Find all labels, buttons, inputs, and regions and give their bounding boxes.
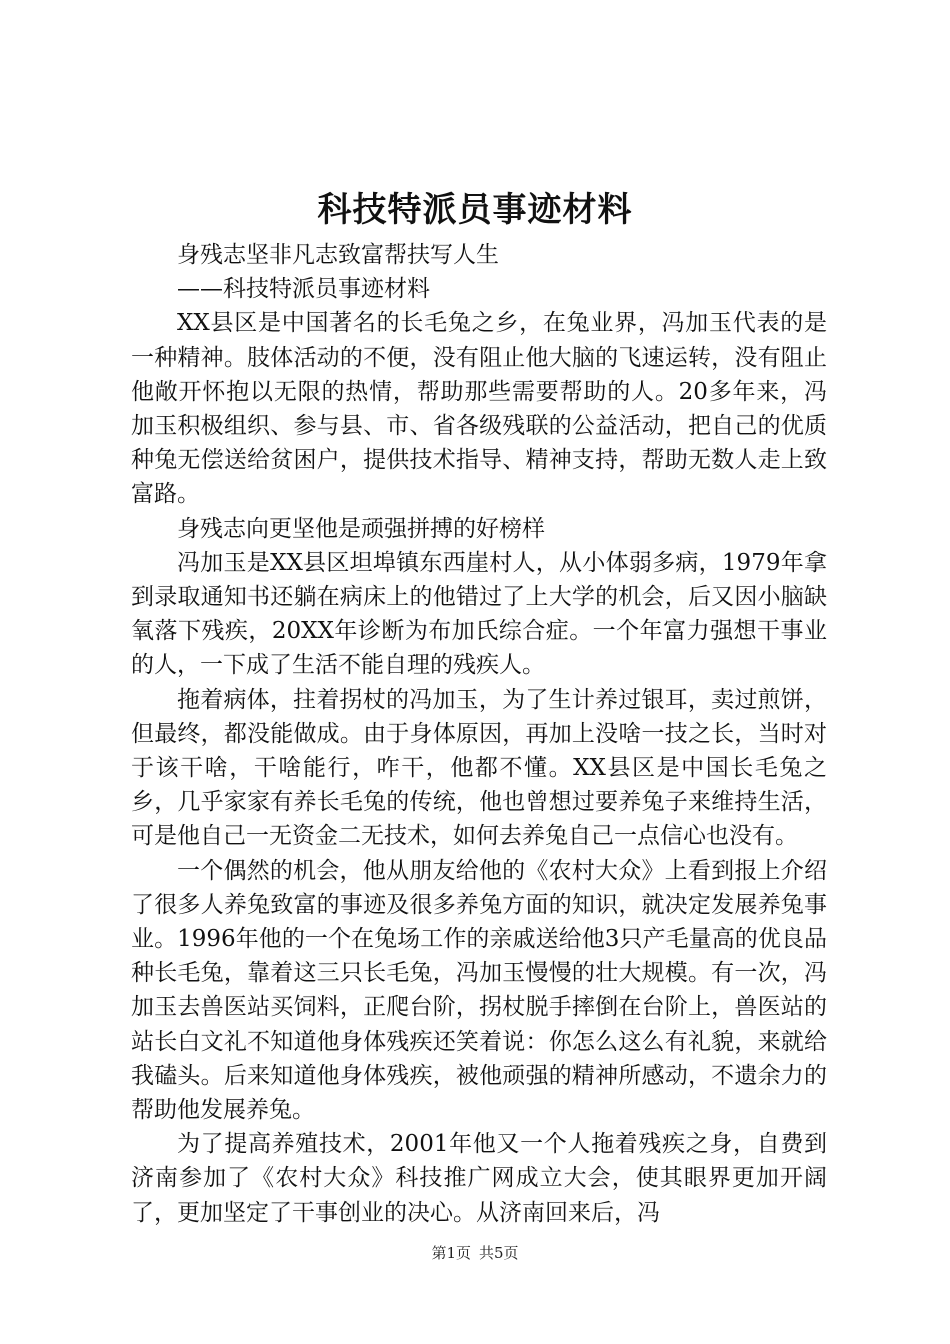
page-footer <box>0 1243 950 1263</box>
paragraph: 冯加玉是XX县区坦埠镇东西崖村人，从小体弱多病，1979年拿到录取通知书还躺在病床上的他错过了上大学的机会，后又因小脑缺氧落下残疾，20XX年诊断为布加氏综合症。一个年富力强想干事业的人，一下成了生活不能自理的残疾人。 <box>131 549 827 679</box>
paragraph: 一个偶然的机会，他从朋友给他的《农村大众》上看到报上介绍了很多人养兔致富的事迹及很多养兔方面的知识，就决定发展养兔事业。1996年他的一个在兔场工作的亲戚送给他3只产毛量高的优良品种长毛兔，靠着这三只长毛兔，冯加玉慢慢的壮大规模。有一次，冯加玉去兽医站买饲料，正爬台阶，拐杖脱手摔倒在台阶上，兽医站的站长白文礼不知道他身体残疾还笑着说：你怎么这么有礼貌，来就给我磕头。后来知道他身体残疾，被他顽强的精神所感动，不遗余力的帮助他发展养兔。 <box>131 857 827 1124</box>
document-body <box>131 238 827 1230</box>
paragraph: XX县区是中国著名的长毛兔之乡，在兔业界，冯加玉代表的是一种精神。肢体活动的不便，没有阻止他大脑的飞速运转，没有阻止他敞开怀抱以无限的热情，帮助那些需要帮助的人。20多年来，冯加玉积极组织、参与县、市、省各级残联的公益活动，把自己的优质种兔无偿送给贫困户，提供技术指导、精神支持，帮助无数人走上致富路。 <box>131 310 827 508</box>
paragraph: 为了提高养殖技术，2001年他又一个人拖着残疾之身，自费到济南参加了《农村大众》科技推广网成立大会，使其眼界更加开阔了，更加坚定了干事创业的决心。从济南回来后，冯 <box>131 1131 827 1226</box>
subtitle-dash-line: ——科技特派员事迹材料 <box>177 276 430 303</box>
document-title: 科技特派员事迹材料 <box>317 190 633 230</box>
page-total: 共5页 <box>479 1244 519 1262</box>
subtitle-line: 身残志坚非凡志致富帮扶写人生 <box>177 242 499 268</box>
section-heading: 身残志向更坚他是顽强拼搏的好榜样 <box>177 515 545 542</box>
paragraph: 拖着病体，拄着拐杖的冯加玉，为了生计养过银耳，卖过煎饼，但最终，都没能做成。由于身体原因，再加上没啥一技之长，当时对于该干啥，干啥能行，咋干，他都不懂。XX县区是中国长毛兔之乡，几乎家家有养长毛兔的传统，他也曾想过要养兔子来维持生活，可是他自己一无资金二无技术，如何去养兔自己一点信心也没有。 <box>131 686 827 850</box>
page-number: 第1页 <box>431 1244 471 1262</box>
